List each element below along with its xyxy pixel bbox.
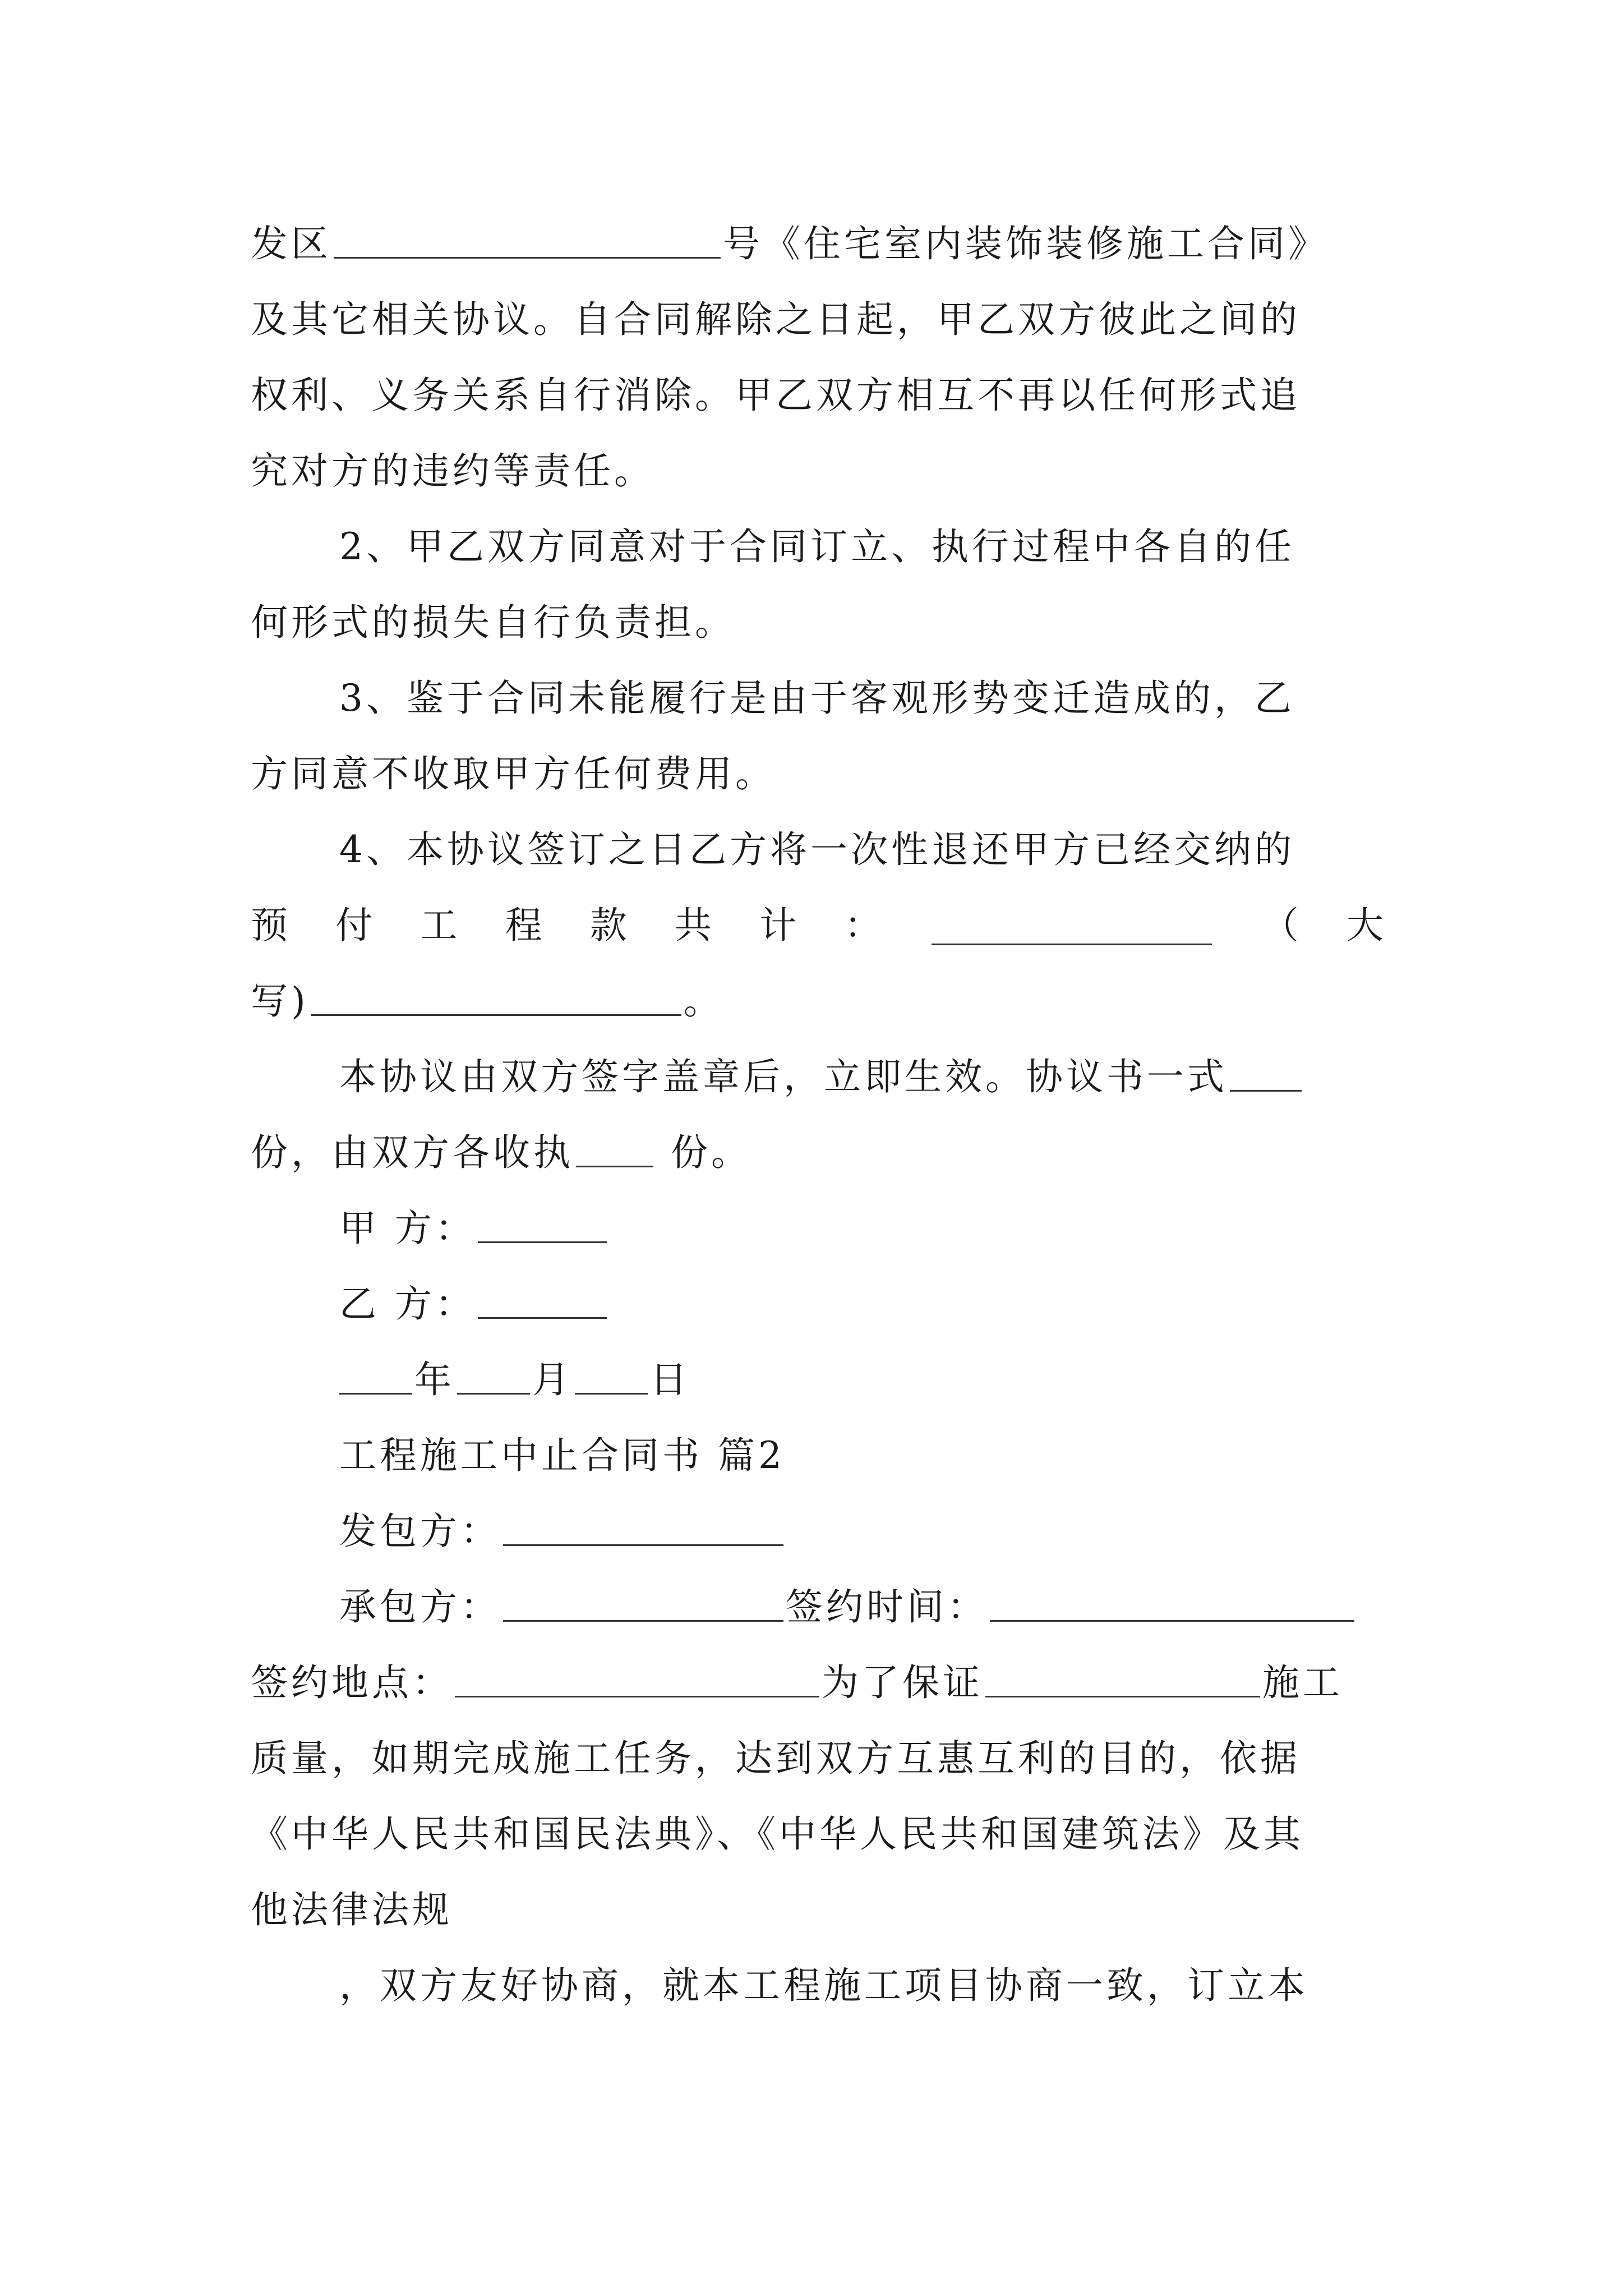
employer-blank (503, 1507, 783, 1546)
text-line-12 (339, 1038, 1384, 1116)
text-char: 计 (759, 904, 797, 947)
party-a-blank (478, 1204, 607, 1243)
day-blank (575, 1356, 648, 1395)
sign-place-blank (455, 1659, 819, 1697)
fill-blank (576, 1129, 653, 1167)
party-b-line (339, 1265, 1384, 1343)
text-segment: 施工 (1262, 1661, 1343, 1704)
text-line-3: 权利、义务关系自行消除。甲乙双方相互不再以任何形式追 (251, 374, 1301, 417)
section-heading: 工程施工中止合同书 篇2 (339, 1434, 785, 1477)
text-line-1 (251, 205, 1384, 283)
text-line-9: 4、本协议签订之日乙方将一次性退还甲方已经交纳的 (339, 828, 1295, 871)
party-a-line (339, 1189, 1384, 1268)
text-char: 付 (335, 904, 373, 947)
text-char: 工 (420, 904, 458, 947)
sign-place-label: 签约地点： (251, 1661, 453, 1704)
fill-blank (311, 977, 681, 1016)
contractor-line (339, 1568, 1384, 1646)
text-char: 大 (1346, 904, 1384, 947)
text-line-20 (251, 1644, 1384, 1722)
text-char: （ (1261, 904, 1299, 947)
text-line-8: 方同意不收取甲方任何费用。 (251, 752, 776, 795)
employer-line (339, 1492, 1384, 1571)
text-segment: 号《住宅室内装饰装修施工合同》 (723, 222, 1329, 265)
text-segment: 。 (683, 979, 724, 1023)
contractor-label: 承包方： (339, 1585, 501, 1628)
text-segment: 本协议由双方签字盖章后，立即生效。协议书一式 (339, 1055, 1228, 1098)
party-a-label: 甲 方： (339, 1207, 476, 1250)
project-blank (985, 1659, 1260, 1697)
text-line-10 (251, 886, 1384, 965)
text-segment: 份。 (670, 1131, 751, 1174)
year-label: 年 (414, 1358, 455, 1401)
text-line-21: 质量，如期完成施工任务，达到双方互惠互利的目的，依据 (251, 1737, 1301, 1780)
day-label: 日 (650, 1358, 690, 1401)
contractor-blank (503, 1583, 783, 1622)
fill-blank (932, 907, 1212, 945)
text-char: 预 (251, 904, 288, 947)
party-b-blank (478, 1280, 607, 1319)
text-char: 款 (589, 904, 627, 947)
text-line-6: 何形式的损失自行负责担。 (251, 601, 735, 644)
employer-label: 发包方： (339, 1510, 501, 1553)
text-char: 共 (674, 904, 712, 947)
year-blank (339, 1356, 412, 1395)
sign-time-label: 签约时间： (786, 1585, 988, 1628)
text-line-2: 及其它相关协议。自合同解除之日起，甲乙双方彼此之间的 (251, 298, 1301, 341)
text-segment: 写) (251, 979, 309, 1023)
sign-time-blank (990, 1583, 1354, 1622)
fill-blank (334, 220, 721, 259)
text-line-11 (251, 962, 1384, 1041)
text-line-23: 他法律法规 (251, 1888, 453, 1931)
text-line-13 (251, 1114, 1384, 1192)
text-segment: 发区 (251, 222, 331, 265)
month-label: 月 (532, 1358, 573, 1401)
fill-blank (1230, 1053, 1302, 1092)
date-line (339, 1341, 1384, 1419)
text-line-22: 《中华人民共和国民法典》、《中华人民共和国建筑法》及其 (251, 1812, 1304, 1856)
text-segment: 为了保证 (822, 1661, 983, 1704)
month-blank (457, 1356, 530, 1395)
text-line-24: ，双方友好协商，就本工程施工项目协商一致，订立本 (339, 1964, 1308, 2007)
text-char: ： (844, 904, 882, 947)
text-char: 程 (505, 904, 542, 947)
text-segment: 份，由双方各收执 (251, 1131, 574, 1174)
text-line-5: 2、甲乙双方同意对于合同订立、执行过程中各自的任 (339, 525, 1295, 568)
text-line-7: 3、鉴于合同未能履行是由于客观形势变迁造成的，乙 (339, 677, 1295, 720)
text-line-4: 究对方的违约等责任。 (251, 449, 654, 493)
party-b-label: 乙 方： (339, 1282, 476, 1326)
